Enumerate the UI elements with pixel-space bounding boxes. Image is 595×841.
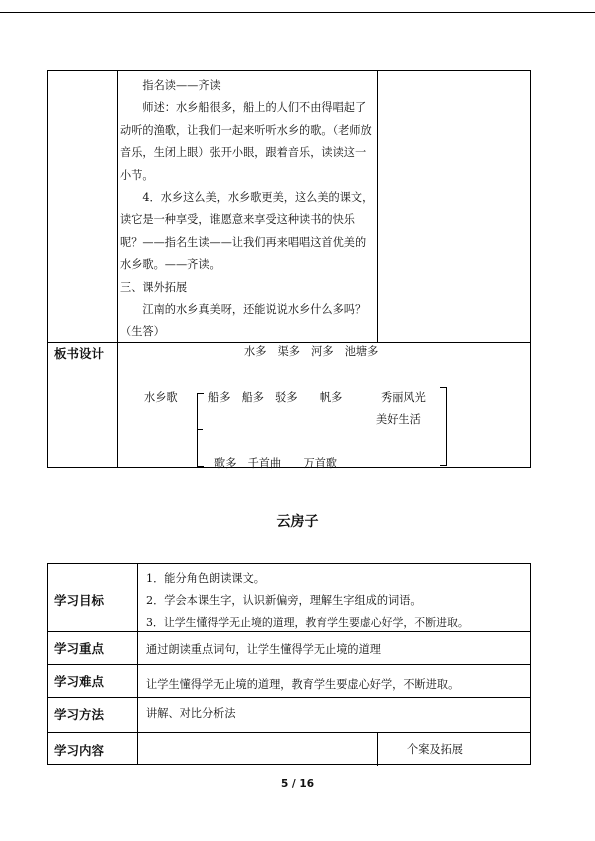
board-branch-2: 歌多 千首曲 万首歌 (214, 457, 338, 470)
method-label: 学习方法 (54, 707, 105, 722)
goal-item: 1．能分角色朗读课文。 (146, 572, 265, 585)
paragraph: 指名读——齐读 (142, 79, 221, 92)
goal-label: 学习目标 (54, 593, 105, 608)
content-label: 学习内容 (54, 743, 105, 758)
board-branch-1: 船多 船多 驳多 帆多 (208, 391, 343, 404)
board-branch-1-right-a: 秀丽风光 (381, 391, 426, 404)
left-bracket (197, 393, 204, 467)
goal-item: 2．学会本课生字，认识新偏旁，理解生字组成的词语。 (146, 594, 422, 607)
difficulty-text: 让学生懂得学无止境的道理，教育学生要虚心好学，不断进取。 (146, 678, 460, 691)
board-design-label: 板书设计 (54, 346, 105, 361)
board-line-top: 水多 渠多 河多 池塘多 (244, 345, 379, 358)
lesson-title: 云房子 (276, 514, 319, 530)
paragraph: 师述：水乡船很多，船上的人们不由得唱起了动听的渔歌，让我们一起来听听水乡的歌。（老师放音乐，生闭上眼）张开小眼，跟着音乐，读读这一小节。 (120, 101, 372, 182)
section-heading: 三、课外拓展 (120, 280, 188, 294)
paragraph: 江南的水乡真美呀，还能说说水乡什么多吗？（生答） (120, 303, 367, 339)
goal-item: 3．让学生懂得学无止境的道理，教育学生要虚心好学，不断进取。 (146, 616, 469, 629)
page-number: 5 / 16 (280, 778, 315, 790)
bracket-middle-tick (197, 429, 203, 430)
extension-label: 个案及拓展 (407, 743, 463, 756)
key-point-label: 学习重点 (54, 641, 105, 656)
lesson-table-continued (47, 70, 531, 468)
key-point-text: 通过朗读重点词句，让学生懂得学无止境的道理 (146, 643, 381, 656)
method-text: 讲解、对比分析法 (146, 707, 236, 720)
header-rule (0, 12, 595, 13)
difficulty-label: 学习难点 (54, 674, 105, 689)
right-bracket (440, 387, 447, 466)
lesson-process-text (120, 75, 376, 344)
board-left-label: 水乡歌 (144, 391, 178, 404)
paragraph: 4．水乡这么美，水乡歌更美，这么美的课文，读它是一种享受，谁愿意来享受这种读书的快乐呢？——指名生读——让我们再来唱唱这首优美的水乡歌。——齐读。 (120, 191, 374, 272)
board-branch-1-right-b: 美好生活 (376, 413, 421, 426)
lesson-plan-table (47, 563, 531, 765)
